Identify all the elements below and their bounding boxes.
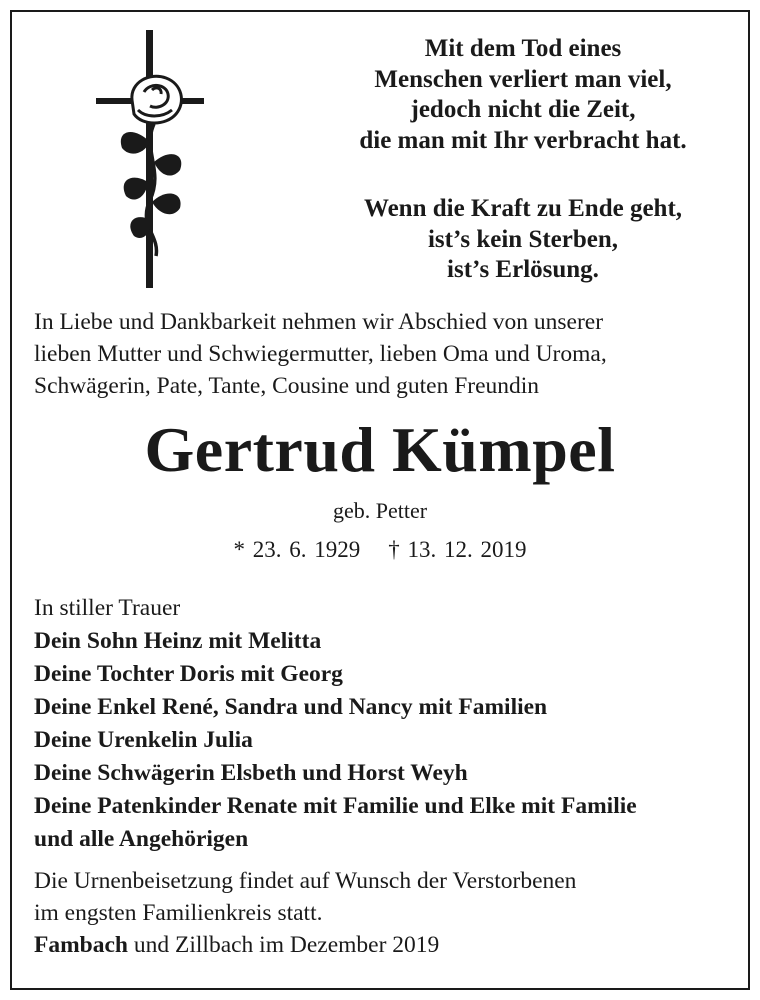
deceased-name: Gertrud Kümpel [144,414,616,485]
mourner-line: Deine Enkel René, Sandra und Nancy mit Familien [34,694,548,720]
mourner-line: Dein Sohn Heinz mit Melitta [34,628,322,654]
intro-line: In Liebe und Dankbarkeit nehmen wir Abschied von unserer [34,309,604,335]
poem-line: jedoch nicht die Zeit, [410,96,636,123]
closing-text [34,865,576,961]
mourner-line: Deine Schwägerin Elsbeth und Horst Weyh [34,760,468,786]
poem-stanza-2 [318,194,728,286]
burial-notice-line: im engsten Familienkreis statt. [34,900,323,926]
mourners-list [34,592,637,856]
life-dates [0,537,760,563]
mourner-line: Deine Tochter Doris mit Georg [34,661,343,687]
poem-line: ist’s Erlösung. [447,256,599,283]
place-bold: Fambach [34,932,128,958]
place-date-line [34,929,576,961]
mourner-line: Deine Patenkinder Renate mit Familie und Elke mit Familie [34,793,637,819]
poem-line: Wenn die Kraft zu Ende geht, [363,195,683,222]
mourner-line: und alle Angehörigen [34,826,249,852]
poem-stanza-1 [318,34,728,156]
burial-notice-line: Die Urnenbeisetzung findet auf Wunsch der Verstorbenen [34,868,577,894]
mourner-line: Deine Urenkelin Julia [34,727,253,753]
poem-line: die man mit Ihr verbracht hat. [359,126,687,154]
poem-line: Menschen verliert man viel, [374,65,672,93]
poem-line: ist’s kein Sterben, [427,225,619,253]
mourners-heading: In stiller Trauer [34,595,181,621]
intro-text [34,306,607,402]
place-rest: und Zillbach im Dezember 2019 [128,932,440,958]
birth-date: * 23. 6. 1929 [233,537,361,562]
poem-line: Mit dem Tod eines [424,35,622,62]
intro-line: lieben Mutter und Schwiegermutter, lieben Oma und Uroma, [34,341,607,367]
intro-line: Schwägerin, Pate, Tante, Cousine und guten Freundin [34,373,540,399]
death-date: † 13. 12. 2019 [388,537,527,562]
cross-with-rose-icon [94,30,206,288]
birth-name: geb. Petter [332,498,428,523]
